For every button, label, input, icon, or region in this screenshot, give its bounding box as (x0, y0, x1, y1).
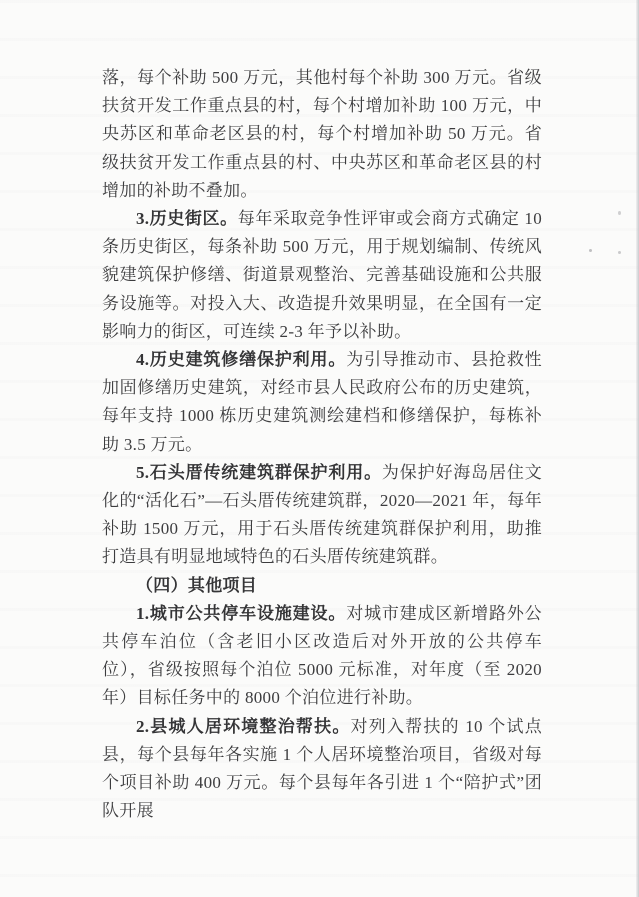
document-body (102, 64, 542, 825)
paragraph (102, 205, 542, 346)
paragraph-text: 为引导推动市、县抢救性加固修缮历史建筑，对经市县人民政府公布的历史建筑，每年支持 1000 栋历史建筑测绘建档和修缮保护，每栋补助 3.5 万元。 (102, 350, 542, 454)
paragraph-lead: 2.县城人居环境整治帮扶。 (136, 716, 351, 736)
paragraph (102, 600, 542, 713)
paragraph (102, 346, 542, 459)
section-heading (102, 572, 542, 600)
paragraph-text: 落，每个补助 500 万元，其他村每个补助 300 万元。省级扶贫开发工作重点县的村，每个村增加补助 100 万元，中央苏区和革命老区县的村，每个村增加补助 50 万元。省级扶贫开发工作重点县的村、中央苏区和革命老区县的村增加的补助不叠加。 (102, 68, 542, 200)
paragraph-lead: 5.石头厝传统建筑群保护利用。 (136, 462, 382, 482)
paragraph-lead: （四）其他项目 (136, 575, 258, 595)
scan-speck (589, 249, 592, 252)
paragraph-text: 对列入帮扶的 10 个试点县，每个县每年各实施 1 个人居环境整治项目，省级对每个项目补助 400 万元。每个县每年各引进 1 个“陪护式”团队开展 (102, 716, 542, 821)
paragraph-text: 每年采取竞争性评审或会商方式确定 10 条历史街区，每条补助 500 万元，用于规划编制、传统风貌建筑保护修缮、街道景观整治、完善基础设施和公共服务设施等。对投入大、改造提升效果明显，在全国有一定影响力的街区，可连续 2-3 年予以补助。 (102, 209, 542, 341)
paragraph-lead: 3.历史街区。 (136, 209, 238, 229)
paragraph-text: 为保护好海岛居住文化的“活化石”—石头厝传统建筑群，2020—2021 年，每年补助 1500 万元，用于石头厝传统建筑群保护利用，助推打造具有明显地域特色的石头厝传统建筑群。 (102, 462, 543, 567)
paragraph (102, 64, 542, 205)
paragraph (102, 713, 542, 826)
paragraph-text: 对城市建成区新增路外公共停车泊位（含老旧小区改造后对外开放的公共停车位），省级按照每个泊位 5000 元标准，对年度（至 2020 年）目标任务中的 8000 个泊位进行补助。 (102, 603, 542, 708)
scan-speck (618, 251, 621, 254)
paragraph-lead: 4.历史建筑修缮保护利用。 (136, 350, 347, 370)
paragraph (102, 459, 542, 572)
paragraph-lead: 1.城市公共停车设施建设。 (136, 603, 347, 623)
scan-speck (618, 211, 621, 215)
